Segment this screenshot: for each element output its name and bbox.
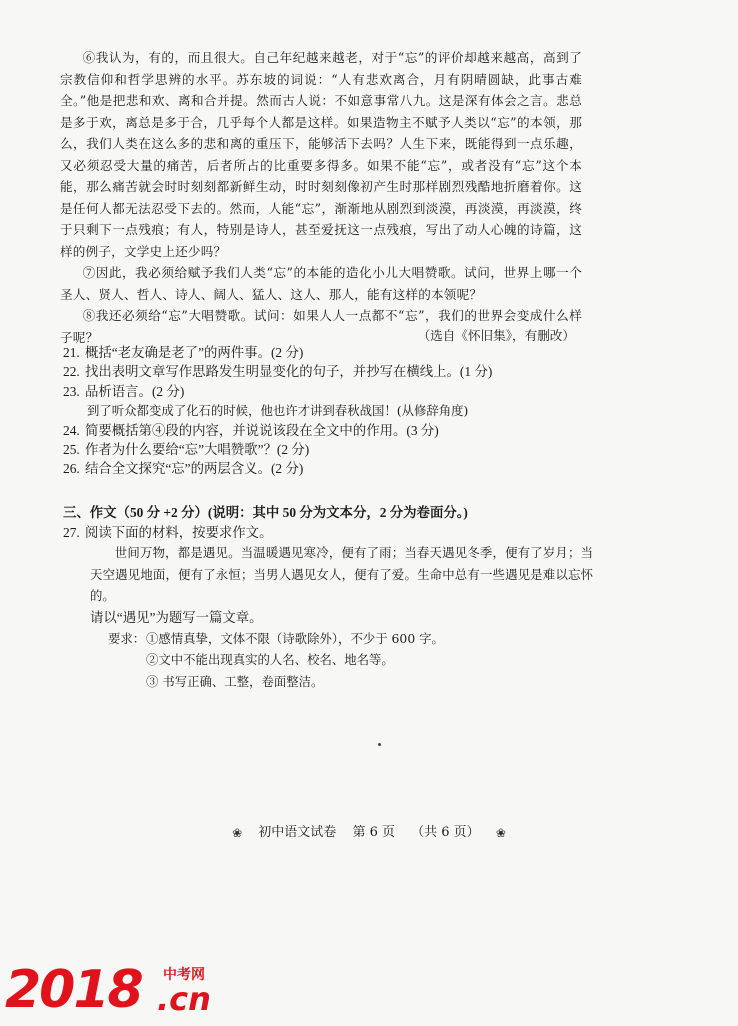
- footer-title: 初中语文试卷: [258, 825, 337, 840]
- watermark-year: 2018: [5, 960, 142, 1020]
- question-24: [63, 421, 583, 440]
- passage-source: （选自《怀旧集》，有删改）: [417, 328, 575, 343]
- section-heading: [63, 503, 593, 523]
- flower-ornament-icon: ❀: [495, 825, 506, 840]
- question-text: 简要概括第④段的内容，并说说该段在全文中的作用。(3 分): [85, 422, 439, 438]
- question-number: 27.: [63, 525, 80, 540]
- question-number: 22.: [63, 364, 80, 380]
- question-number: 21.: [63, 345, 80, 360]
- question-22: [63, 362, 583, 381]
- question-number: 23.: [63, 383, 80, 399]
- question-text: 作者为什么要给“忘”大唱赞歌”？(2 分): [85, 442, 310, 458]
- requirement-2: ②文中不能出现真实的人名、校名、地名等。: [146, 652, 394, 668]
- question-number: 25.: [63, 442, 80, 458]
- question-25: [63, 440, 583, 459]
- reading-passage: [60, 47, 582, 348]
- watermark-logo: [5, 962, 245, 1018]
- question-number: 24.: [63, 422, 80, 438]
- question-text: 概括“老友确是老了”的两件事。(2 分): [85, 345, 304, 360]
- section-note: (说明：其中 50 分为文本分，2 分为卷面分。): [207, 505, 468, 520]
- paragraph-7: ⑦因此，我必须给赋予我们人类“忘”的本能的造化小儿大唱赞歌。试问，世界上哪一个圣人、贤人、哲人、诗人、阔人、猛人、这人、那人，能有这样的本领呢？: [60, 265, 582, 302]
- question-23-sentence: 到了听众都变成了化石的时候，他也许才讲到春秋战国！(从修辞角度): [87, 403, 469, 419]
- watermark-domain: .cn: [157, 980, 211, 1018]
- requirements-label: 要求：: [108, 630, 146, 646]
- footer-page-number: 第 6 页: [352, 825, 395, 840]
- essay-material: 世间万物，都是遇见。当温暖遇见寒冷，便有了雨；当春天遇见冬季，便有了岁月；当天空遇见地面，便有了永恒；当男人遇见女人，便有了爱。生命中总有一些遇见是难以忘怀的。: [90, 545, 593, 604]
- question-21: [63, 343, 583, 362]
- question-text: 阅读下面的材料，按要求作文。: [85, 525, 273, 540]
- question-number: 26.: [63, 461, 80, 477]
- paragraph-8: ⑧我还必须给“忘”大唱赞歌。试问：如果人人一点都不“忘”，我们的世界会变成什么样子呢？: [60, 308, 582, 345]
- paragraph-6: ⑥我认为，有的，而且很大。自己年纪越来越老，对于“忘”的评价却越来越高，高到了宗教信仰和哲学思辨的水平。苏东坡的词说：“人有悲欢离合，月有阴晴圆缺，此事古难全。”他是把悲和欢、离和合并提。然而古人说：不如意事常八九。这是深有体会之言。悲总是多于欢，离总是多于合，几乎每个人都是这样。如果造物主不赋予人类以“忘”的本领，那么，我们人类在这么多的悲和离的重压下，能够活下去吗？人生下来，既能得到一点乐趣，又必须忍受大量的痛苦，后者所占的比重要多得多。如果不能“忘”，或者没有“忘”这个本能，那么痛苦就会时时刻刻都新鲜生动，时时刻刻像初产生时那样剧烈残酷地折磨着你。这是任何人都无法忍受下去的。然而，人能“忘”，渐渐地从剧烈到淡漠，再淡漠，再淡漠，终于只剩下一点残痕；有人，特别是诗人，甚至爱抚这一点残痕，写出了动人心魄的诗篇，这样的例子，文学史上还少吗？: [60, 50, 582, 259]
- question-text: 品析语言。(2 分): [85, 383, 185, 399]
- question-27: [63, 523, 593, 542]
- requirement-text: ①感情真挚，文体不限（诗歌除外），不少于 600 字。: [146, 630, 444, 646]
- page-footer: [0, 821, 738, 840]
- stray-dot: [378, 743, 381, 746]
- question-list: [63, 343, 583, 479]
- question-text: 结合全文探究“忘”的两层含义。(2 分): [85, 461, 304, 477]
- essay-section: [63, 503, 593, 692]
- question-26: [63, 459, 583, 478]
- essay-prompt: 请以“遇见”为题写一篇文章。: [90, 609, 263, 625]
- requirement-1: [63, 628, 593, 650]
- flower-ornament-icon: ❀: [232, 825, 243, 840]
- question-23: [63, 382, 583, 401]
- section-title: 三、作文（50 分 +2 分）: [63, 505, 208, 520]
- requirement-3: ③ 书写正确、工整，卷面整洁。: [146, 673, 324, 689]
- question-text: 找出表明文章写作思路发生明显变化的句子，并抄写在横线上。(1 分): [85, 364, 493, 380]
- watermark-site-name: 中考网: [163, 967, 205, 983]
- footer-total-pages: （共 6 页）: [411, 825, 480, 840]
